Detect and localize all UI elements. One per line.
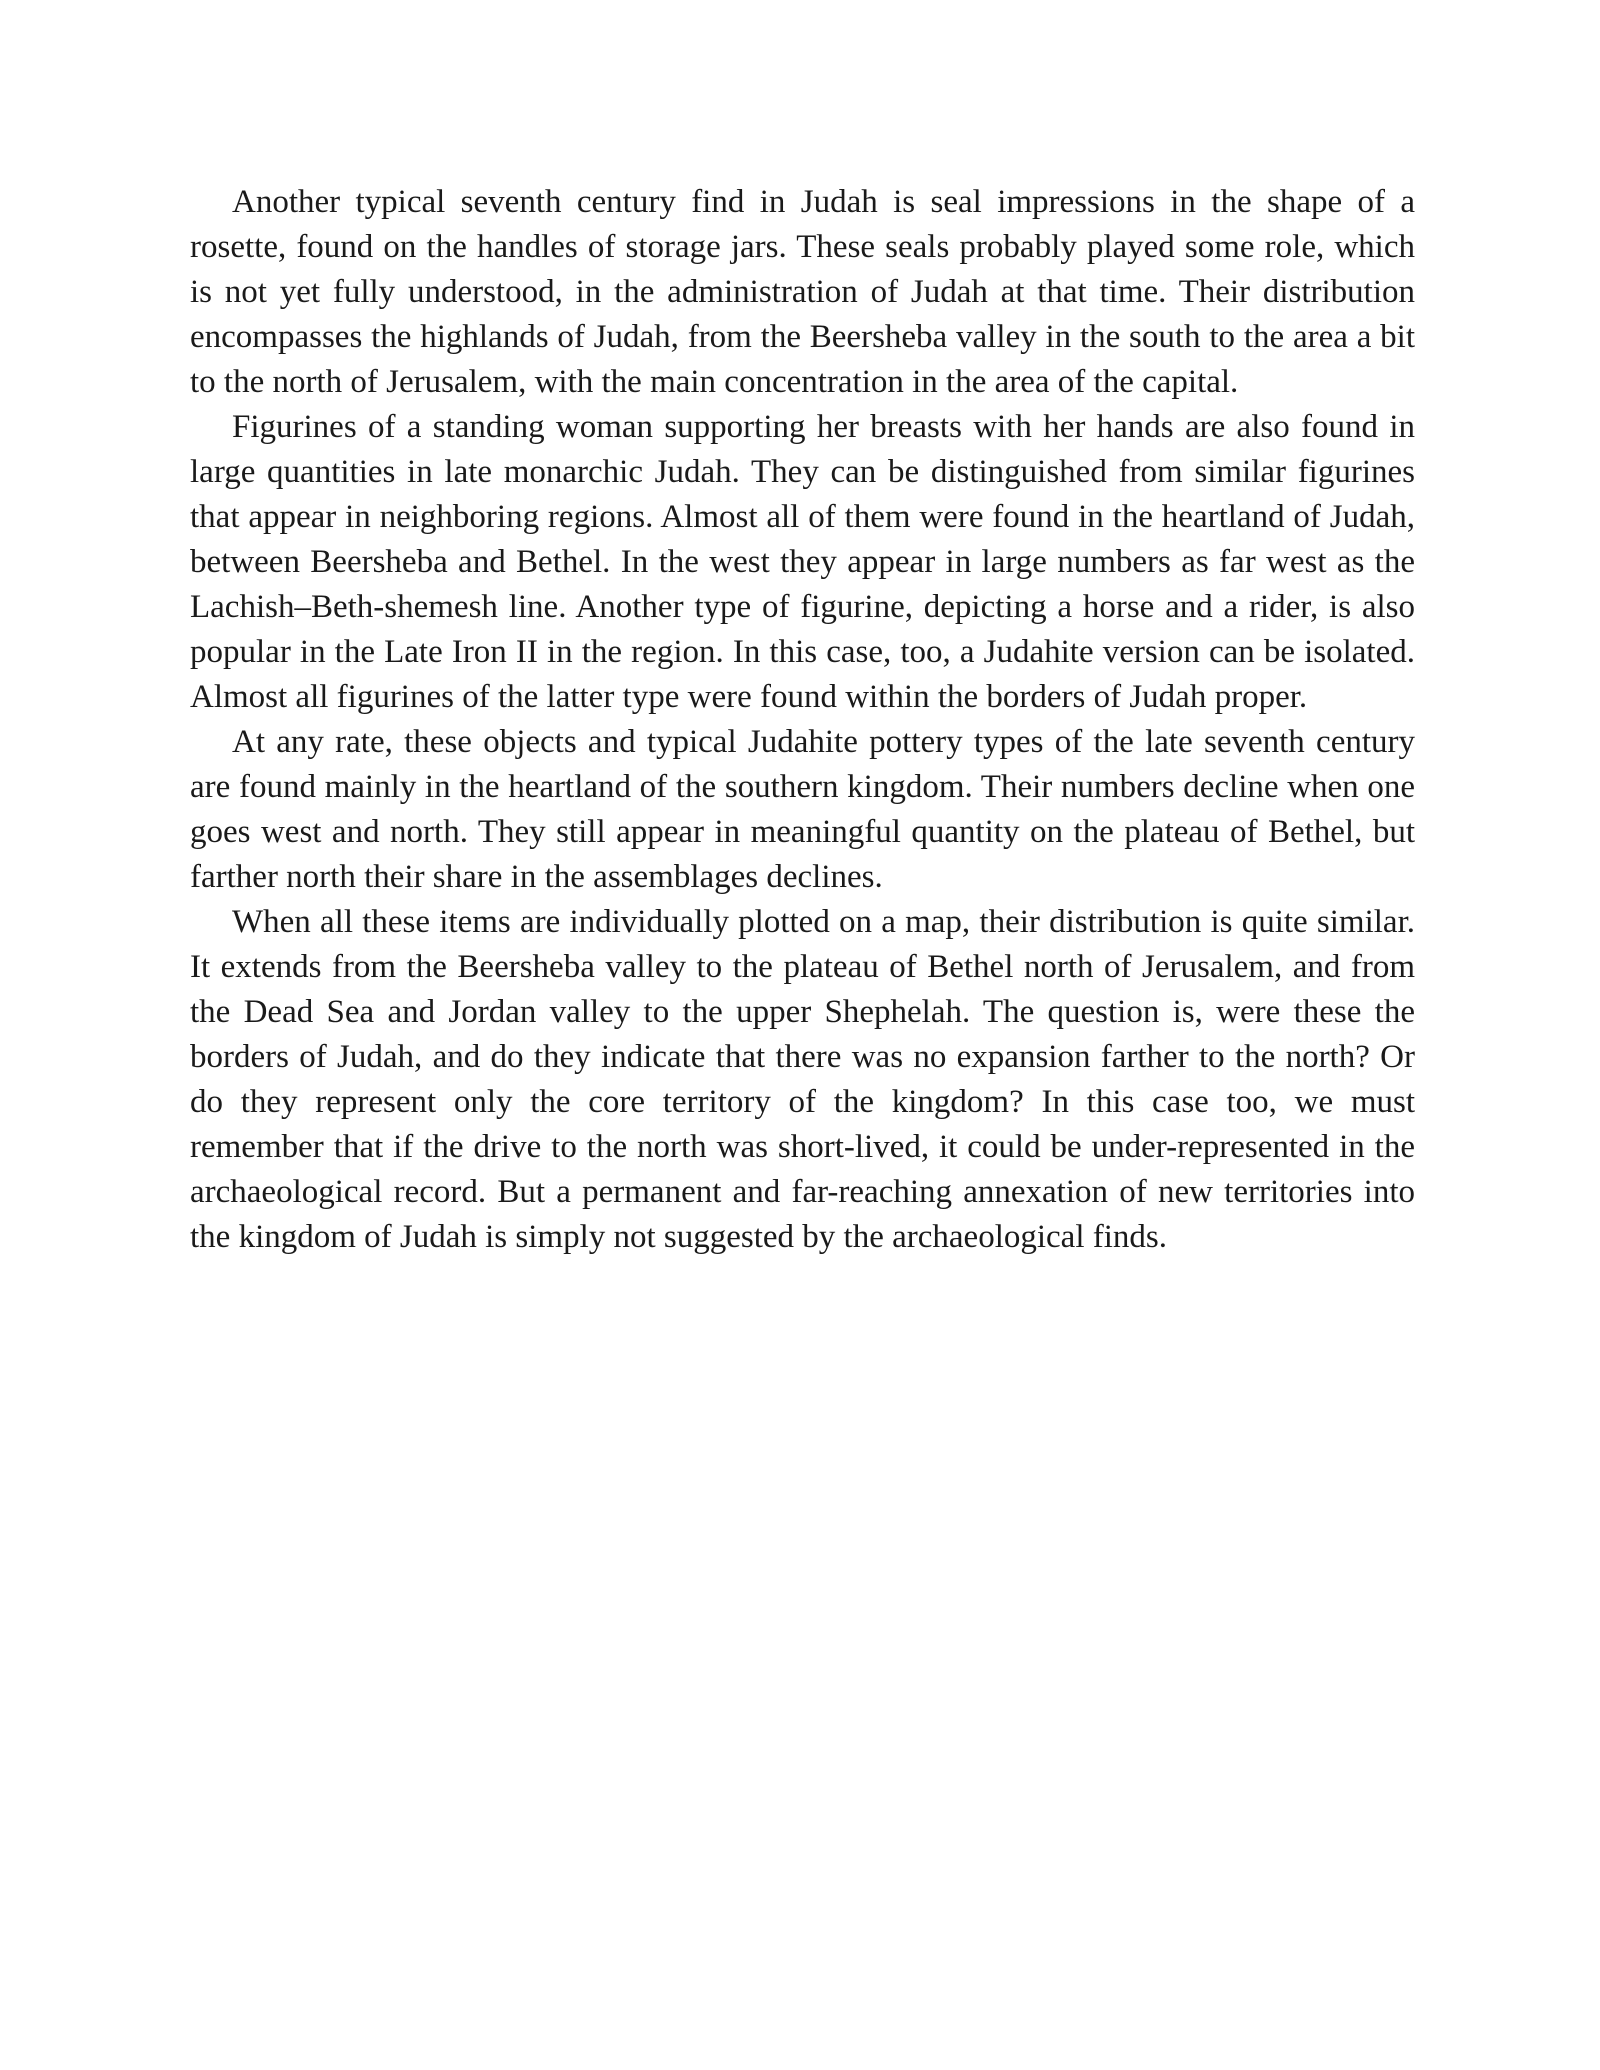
page-body [190, 180, 1415, 1260]
paragraph-distribution: At any rate, these objects and typical Judahite pottery types of the late seventh century are found mainly in the heartland of the southern kingdom. Their numbers decline when one goes west and north. They still appear in meaningful quantity on the plateau of Bethel, but farther north their share in the assemblages declines. [190, 724, 1415, 895]
paragraph-rosette-seals: Another typical seventh century find in Judah is seal impressions in the shape of a rosette, found on the handles of storage jars. These seals probably played some role, which is not yet fully understood, in the administration of Judah at that time. Their distribution encompasses the highlands of Judah, from the Beersheba valley in the south to the area a bit to the north of Jerusalem, with the main concentration in the area of the capital. [190, 184, 1415, 400]
paragraph-figurines: Figurines of a standing woman supporting her breasts with her hands are also found in large quantities in late monarchic Judah. They can be distinguished from similar figurines that appear in neighboring regions. Almost all of them were found in the heartland of Judah, between Beersheba and Bethel. In the west they appear in large numbers as far west as the Lachish–Beth-shemesh line. Another type of figurine, depicting a horse and a rider, is also popular in the Late Iron II in the region. In this case, too, a Judahite version can be isolated. Almost all figurines of the latter type were found within the borders of Judah proper. [190, 409, 1415, 715]
paragraph-borders-question: When all these items are individually plotted on a map, their distribution is quite similar. It extends from the Beersheba valley to the plateau of Bethel north of Jerusalem, and from the Dead Sea and Jordan valley to the upper Shephelah. The question is, were these the borders of Judah, and do they indicate that there was no expansion farther to the north? Or do they represent only the core territory of the kingdom? In this case too, we must remember that if the drive to the north was short-lived, it could be under-represented in the archaeological record. But a permanent and far-reaching annexation of new territories into the kingdom of Judah is simply not suggested by the archaeological finds. [190, 904, 1415, 1255]
